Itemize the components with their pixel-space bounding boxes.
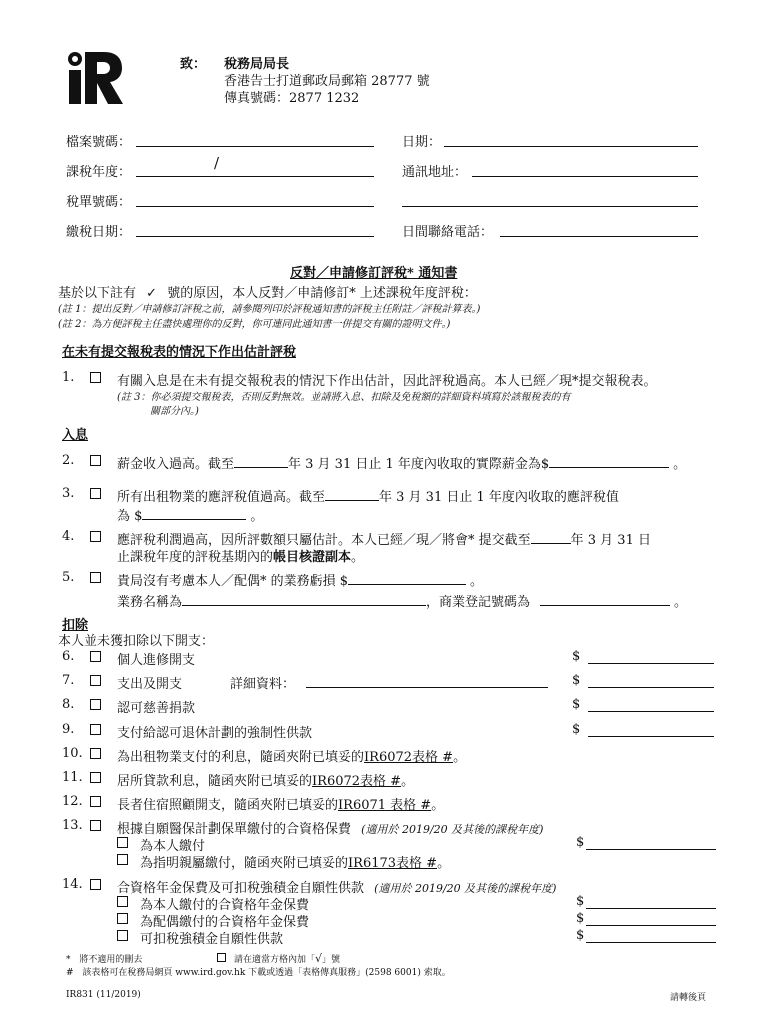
intro-line (58, 282, 477, 301)
item-2-year-field[interactable] (234, 455, 288, 468)
item-14a-checkbox[interactable] (117, 896, 128, 907)
item-4-text-a: 應評稅利潤過高，因所評數額只屬估計。本人已經／現／將會* 提交截至 (117, 533, 531, 548)
address-field[interactable] (472, 176, 698, 177)
item-10-text: 為出租物業支付的利息，隨函夾附已填妥的 (117, 750, 365, 765)
intro-text-b: 號的原因，本人反對／申請修訂* 上述課稅年度評稅： (167, 286, 477, 301)
item-4-text-d: 帳目核證副本 (273, 550, 352, 565)
br-number-field[interactable] (540, 593, 670, 606)
item-5-line-2 (117, 591, 687, 610)
item-7-detail-label: 詳細資料： (230, 677, 296, 692)
item-3-num: 3. (62, 486, 75, 501)
ird-logo (66, 50, 124, 104)
item-3-checkbox[interactable] (90, 488, 101, 499)
check-icon: ✓ (146, 286, 158, 301)
payment-date-label: 繳稅日期： (66, 225, 132, 240)
item-4-checkbox[interactable] (90, 531, 101, 542)
item-14a-text: 為本人繳付的合資格年金保費 (140, 898, 310, 913)
date-label: 日期： (402, 135, 442, 150)
item-13b-end: 。 (437, 856, 451, 871)
item-5-amount-field[interactable] (348, 572, 466, 585)
item-14c-dollar: $ (576, 928, 585, 943)
item-12-text: 長者住宿照顧開支，隨函夾附已填妥的 (117, 798, 339, 813)
item-1-text: 有關入息是在未有提交報稅表的情況下作出估計，因此評稅過高。本人已經／現*提交報稅表。 (117, 374, 657, 389)
item-14c-text: 可扣稅強積金自願性供款 (140, 932, 284, 947)
item-7-amount-field[interactable] (588, 687, 714, 688)
recipient: 稅務局局長 (224, 57, 290, 72)
item-5-text-a: 貴局沒有考慮本人／配偶* 的業務虧損 $ (117, 574, 349, 589)
item-14-checkbox[interactable] (90, 879, 101, 890)
item-2-text-c: 。 (673, 457, 687, 472)
item-6-amount-field[interactable] (588, 663, 714, 664)
item-6-checkbox[interactable] (90, 651, 101, 662)
item-13b-form-link[interactable]: IR6173表格 # (348, 856, 438, 871)
item-3-amount-field[interactable] (142, 507, 246, 520)
item-14a-dollar: $ (576, 894, 585, 909)
item-2-text-a: 薪金收入過高。截至 (117, 457, 235, 472)
item-14-note: (適用於 2019/20 及其後的課稅年度) (374, 882, 557, 895)
item-13a-checkbox[interactable] (117, 837, 128, 848)
item-13b-line (140, 852, 450, 871)
item-14b-text: 為配偶繳付的合資格年金保費 (140, 915, 310, 930)
day-phone-field[interactable] (500, 236, 698, 237)
item-7-num: 7. (62, 673, 75, 688)
item-7-checkbox[interactable] (90, 675, 101, 686)
item-14a-amount-field[interactable] (586, 908, 716, 909)
item-13a-dollar: $ (576, 835, 585, 850)
item-3-text-b: 年 3 月 31 日止 1 年度內收取的應評稅值 (379, 490, 619, 505)
item-3-year-field[interactable] (325, 488, 379, 501)
box-text-a: 請在適當方格內加「 (234, 955, 316, 965)
item-3-line-2 (117, 505, 263, 524)
item-9-dollar: $ (572, 722, 581, 737)
item-5-line (117, 570, 483, 589)
form-code: IR831 (11/2019) (66, 990, 141, 1000)
item-13-text: 根據自願醫保計劃保單繳付的合資格保費 (117, 822, 352, 837)
item-13b-text: 為指明親屬繳付，隨函夾附已填妥的 (140, 856, 349, 871)
year-slash: / (214, 154, 220, 172)
item-10-num: 10. (62, 746, 83, 761)
income-heading: 入息 (62, 428, 89, 443)
address-line: 香港告士打道郵政局郵箱 28777 號 (224, 74, 430, 89)
item-7-text: 支出及開支 (117, 677, 183, 692)
file-no-label: 檔案號碼： (66, 135, 132, 150)
item-14-num: 14. (62, 877, 83, 892)
footnote-hash (66, 965, 451, 978)
item-4-text-c: 止課稅年度的評稅基期內的 (117, 550, 274, 565)
year-field[interactable] (136, 176, 374, 177)
item-2-checkbox[interactable] (90, 455, 101, 466)
item-9-num: 9. (62, 722, 75, 737)
item-2-text-b: 年 3 月 31 日止 1 年度內收取的實際薪金為$ (288, 457, 550, 472)
form-title: 反對／申請修訂評稅* 通知書 (290, 266, 458, 281)
item-8-dollar: $ (572, 697, 581, 712)
item-11-num: 11. (62, 770, 83, 785)
item-12-checkbox[interactable] (90, 796, 101, 807)
hash-symbol: # (66, 968, 74, 978)
box-text-b: 」號 (322, 955, 341, 965)
item-12-end: 。 (431, 798, 445, 813)
file-no-field[interactable] (136, 146, 374, 147)
item-1-num: 1. (62, 370, 75, 385)
item-13-checkbox[interactable] (90, 820, 101, 831)
item-13-num: 13. (62, 818, 83, 833)
item-11-line (117, 770, 414, 789)
item-5-num: 5. (62, 570, 75, 585)
note-1: (註 1：提出反對／申請修訂評稅之前，請參閱列印於評稅通知書的評稅主任附註／評稅計算表。) (58, 304, 481, 315)
item-13b-checkbox[interactable] (117, 854, 128, 865)
item-14b-dollar: $ (576, 911, 585, 926)
item-10-form-link[interactable]: IR6072表格 # (364, 750, 454, 765)
hash-text: 該表格可在稅務局網頁 www.ird.gov.hk 下載或透過「表格傳真服務」(2598 6001) 索取。 (82, 968, 451, 978)
item-14c-checkbox[interactable] (117, 930, 128, 941)
item-3-line (117, 486, 619, 505)
item-5-text-c: 業務名稱為 (117, 595, 183, 610)
star-text: 將不適用的刪去 (79, 955, 143, 965)
item-8-checkbox[interactable] (90, 699, 101, 710)
address-label: 通訊地址： (402, 165, 468, 180)
item-5-text-d: ，商業登記號碼為 (426, 595, 531, 610)
item-14c-amount-field[interactable] (586, 942, 716, 943)
business-name-field[interactable] (182, 593, 426, 606)
item-8-num: 8. (62, 697, 75, 712)
item-13a-text: 為本人繳付 (140, 839, 206, 854)
item-4-text-e: 。 (351, 550, 365, 565)
assessment-no-label: 稅單號碼： (66, 195, 132, 210)
footnote-box-icon (217, 953, 226, 962)
item-6-num: 6. (62, 649, 75, 664)
item-11-checkbox[interactable] (90, 772, 101, 783)
please-turn-over: 請轉後頁 (670, 993, 707, 1003)
intro-text-a: 基於以下註有 (58, 286, 137, 301)
item-12-num: 12. (62, 794, 83, 809)
item-10-checkbox[interactable] (90, 748, 101, 759)
item-13a-amount-field[interactable] (586, 849, 716, 850)
item-13-note: (適用於 2019/20 及其後的課稅年度) (361, 823, 544, 836)
day-phone-label: 日間聯絡電話： (402, 225, 494, 240)
note-3b: 關部分內。) (150, 406, 199, 417)
item-3-text-a: 所有出租物業的應評稅值過高。截至 (117, 490, 326, 505)
address-field-2[interactable] (402, 206, 698, 207)
item-9-checkbox[interactable] (90, 724, 101, 735)
item-8-text: 認可慈善捐款 (117, 701, 196, 716)
item-8-amount-field[interactable] (588, 711, 714, 712)
item-3-text-d: 。 (250, 509, 264, 524)
item-11-text: 居所貸款利息，隨函夾附已填妥的 (117, 774, 313, 789)
item-12-form-link[interactable]: IR6071 表格 # (338, 798, 432, 813)
date-field[interactable] (444, 146, 698, 147)
item-14b-amount-field[interactable] (586, 925, 716, 926)
deductions-heading: 扣除 (62, 618, 89, 633)
item-11-end: 。 (401, 774, 415, 789)
item-4-num: 4. (62, 529, 75, 544)
note-3a: (註 3：你必須提交報稅表，否則反對無效。並請將入息、扣除及免稅額的詳細資料填寫於該報稅表的有 (117, 392, 571, 403)
box-check-icon: √ (315, 952, 323, 965)
estimated-heading: 在未有提交報稅表的情況下作出估計評稅 (62, 345, 297, 360)
item-5-text-b: 。 (470, 574, 484, 589)
item-1-checkbox[interactable] (90, 372, 101, 383)
item-12-line (117, 794, 444, 813)
deductions-sub: 本人並未獲扣除以下開支： (58, 634, 215, 649)
note-2: (註 2：為方便評稅主任盡快處理你的反對，你可連同此通知書一併提交有關的證明文件。) (58, 319, 451, 330)
item-3-text-c: 為 $ (117, 509, 143, 524)
to-label: 致： (180, 57, 207, 72)
year-label: 課稅年度： (66, 165, 132, 180)
item-10-line (117, 746, 466, 765)
payment-date-field[interactable] (136, 236, 374, 237)
footnote-star (66, 952, 142, 965)
item-14-text: 合資格年金保費及可扣稅強積金自願性供款 (117, 881, 365, 896)
item-7-dollar: $ (572, 673, 581, 688)
item-5-text-e: 。 (674, 595, 688, 610)
item-5-checkbox[interactable] (90, 572, 101, 583)
assessment-no-field[interactable] (136, 206, 374, 207)
item-11-form-link[interactable]: IR6072表格 # (312, 774, 402, 789)
item-4-line-2 (117, 546, 364, 565)
item-9-text: 支付給認可退休計劃的強制性供款 (117, 726, 313, 741)
item-6-text: 個人進修開支 (117, 653, 196, 668)
fax-line: 傳真號碼：2877 1232 (224, 91, 360, 106)
item-6-dollar: $ (572, 649, 581, 664)
item-14b-checkbox[interactable] (117, 913, 128, 924)
item-4-year-field[interactable] (531, 531, 571, 544)
item-2-amount-field[interactable] (549, 455, 669, 468)
item-10-end: 。 (453, 750, 467, 765)
star-symbol: * (66, 955, 71, 965)
item-7-detail-field[interactable] (306, 687, 548, 688)
item-4-text-b: 年 3 月 31 日 (570, 533, 651, 548)
item-2-line (117, 453, 686, 472)
footnote-box (234, 952, 340, 965)
item-9-amount-field[interactable] (588, 736, 714, 737)
item-2-num: 2. (62, 453, 75, 468)
